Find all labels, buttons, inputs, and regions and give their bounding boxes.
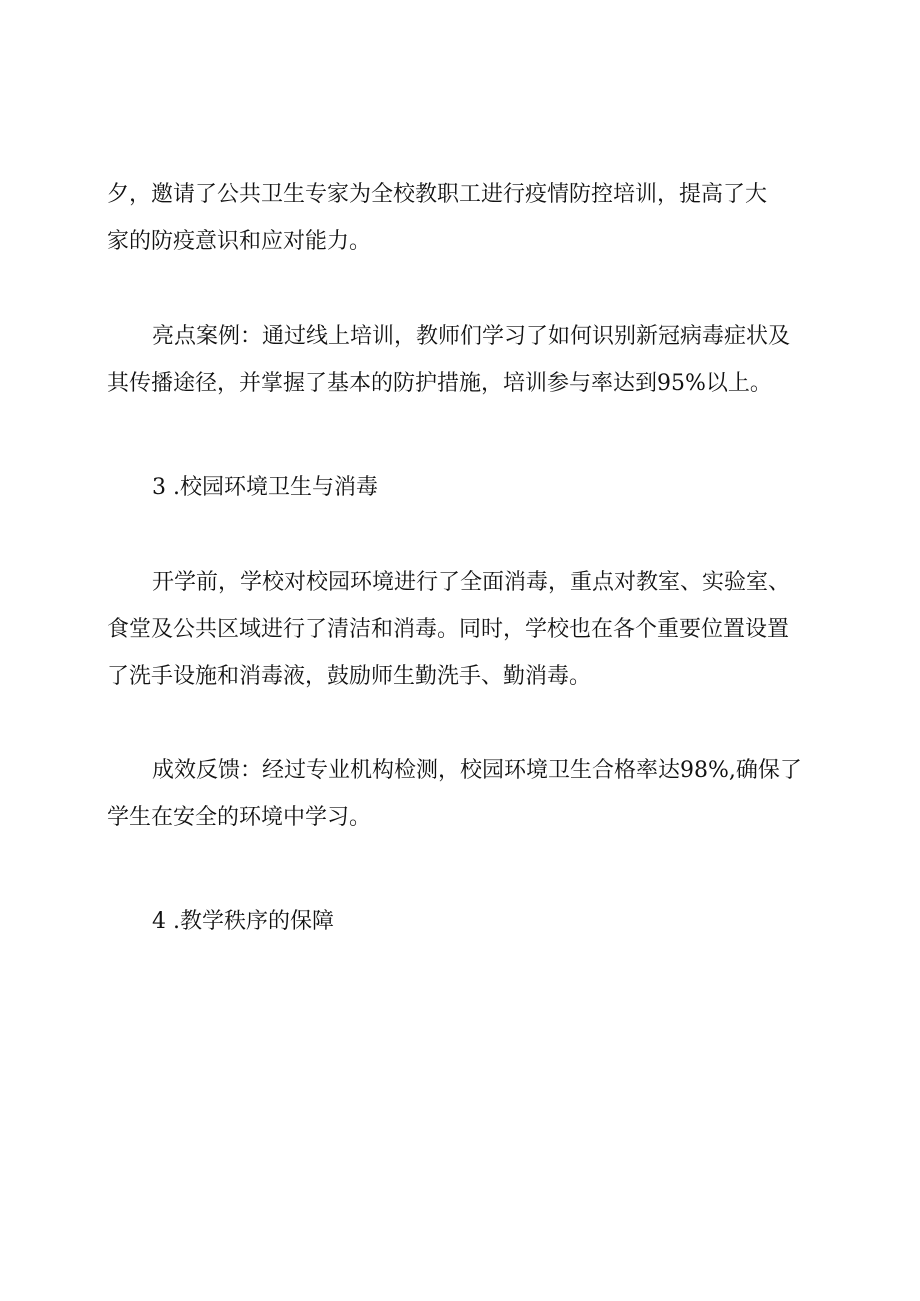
paragraph-line: 开学前，学校对校园环境进行了全面消毒，重点对教室、实验室、	[152, 570, 791, 595]
result-feedback-line: 学生在安全的环境中学习。	[107, 805, 372, 830]
paragraph-line: 了洗手设施和消毒液，鼓励师生勤洗手、勤消毒。	[107, 664, 592, 689]
paragraph-line: 夕，邀请了公共卫生专家为全校教职工进行疫情防控培训，提高了大	[107, 182, 768, 207]
section-heading: 3 .校园环境卫生与消毒	[152, 475, 378, 500]
result-feedback-line: 成效反馈：经过专业机构检测，校园环境卫生合格率达98%,确保了	[152, 758, 802, 783]
section-heading: 4 .教学秩序的保障	[152, 909, 334, 934]
paragraph-line: 家的防疫意识和应对能力。	[107, 229, 372, 254]
highlight-case-line: 亮点案例：通过线上培训，教师们学习了如何识别新冠病毒症状及	[152, 324, 791, 349]
highlight-case-line: 其传播途径，并掌握了基本的防护措施，培训参与率达到95%以上。	[107, 371, 772, 396]
paragraph-line: 食堂及公共区域进行了清洁和消毒。同时，学校也在各个重要位置设置	[107, 617, 790, 642]
